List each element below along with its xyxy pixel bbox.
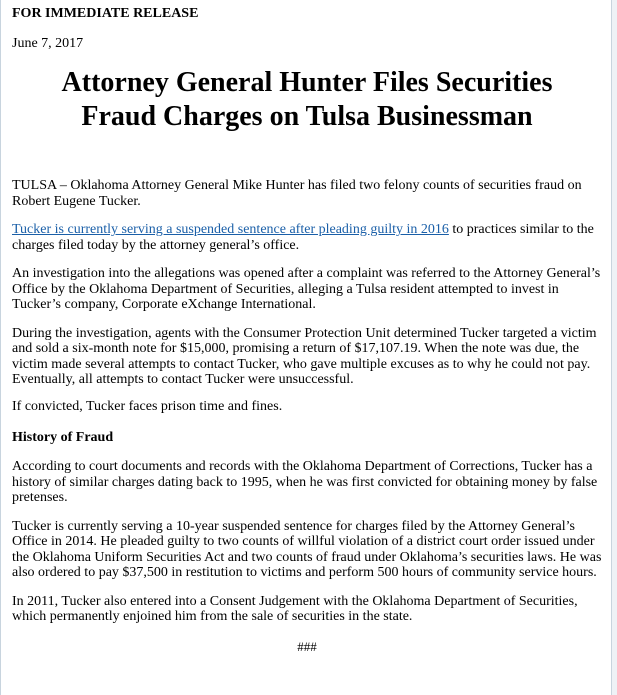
paragraph-consent-judgement: In 2011, Tucker also entered into a Consent Judgement with the Oklahoma Department of Securities, which permanently enjoined him from the sale of securities in the state. [12,593,578,624]
paragraph-sentence [12,222,602,253]
sentence-link[interactable]: Tucker is currently serving a suspended sentence after pleading guilty in 2016 [12,222,449,237]
section-heading: History of Fraud [12,430,114,445]
headline [12,66,602,134]
paragraph-investigation: An investigation into the allegations was opened after a complaint was referred to the Attorney General’s Office by the Oklahoma Department of Securities, alleging a Tulsa resident attempted to invest in Tucker’s company, Corporate eXchange International. [12,266,601,312]
headline-line-1: Attorney General Hunter Files Securities [61,67,553,98]
paragraph-details: During the investigation, agents with the Consumer Protection Unit determined Tucker targeted a victim and sold a six-month note for $15,000, promising a return of $17,107.19. When the note was due, the victim made several attempts to contact Tucker, who gave multiple excuses as to why he could not pay. Eventually, all attempts to contact Tucker were unsuccessful. [12,325,597,387]
release-date: June 7, 2017 [12,36,84,51]
sentence-text: to practices similar to the charges filed today by the attorney general’s office. [12,222,594,253]
paragraph-history: According to court documents and records with the Oklahoma Department of Corrections, Tucker has a history of similar charges dating back to 1995, when he was first convicted for obtaining money by false pretenses. [12,459,598,505]
end-mark: ### [297,638,317,654]
paragraph-intro: TULSA – Oklahoma Attorney General Mike Hunter has filed two felony counts of securities fraud on Robert Eugene Tucker. [12,178,582,209]
paragraph-penalty: If convicted, Tucker faces prison time and fines. [12,398,283,414]
release-label: FOR IMMEDIATE RELEASE [12,6,199,21]
headline-line-2: Fraud Charges on Tulsa Businessman [81,101,533,132]
press-release [12,0,602,655]
article-body [12,178,602,655]
scrollbar-track[interactable] [612,0,617,695]
paragraph-current-sentence: Tucker is currently serving a 10-year suspended sentence for charges filed by the Attorney General’s Office in 2014. He pleaded guilty to two counts of willful violation of a district court order issued under the Oklahoma Uniform Securities Act and two counts of fraud under Oklahoma’s securities laws. He was also ordered to pay $37,500 in restitution to victims and perform 500 hours of community service hours. [12,518,602,580]
